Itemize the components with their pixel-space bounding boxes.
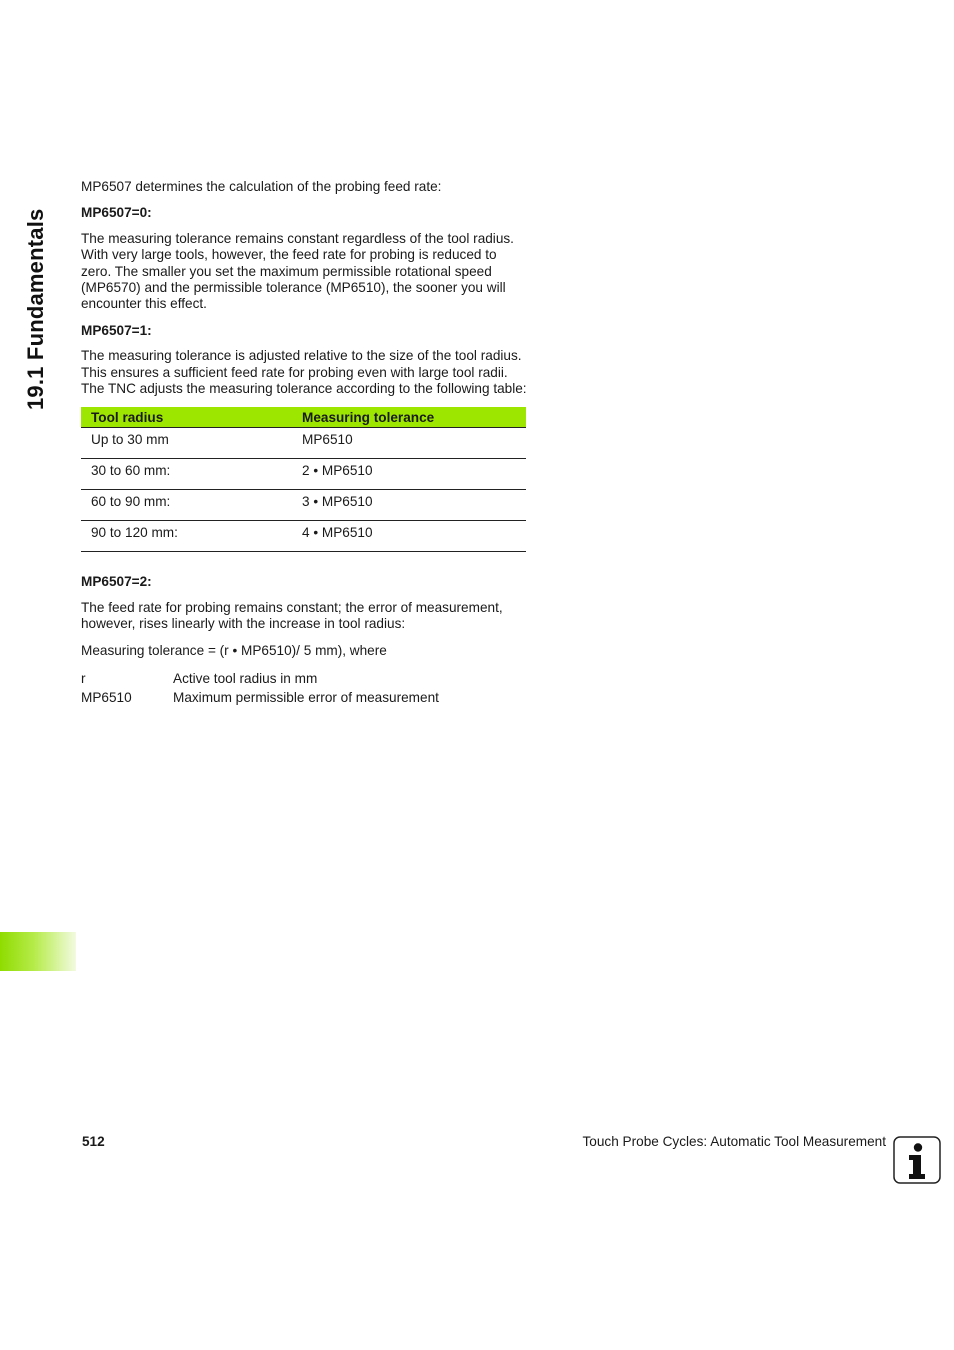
- formula-text: Measuring tolerance = (r • MP6510)/ 5 mm), where: [81, 642, 387, 658]
- definition-row: [81, 690, 527, 709]
- column-header-tool-radius: Tool radius: [81, 407, 292, 428]
- chapter-title: Touch Probe Cycles: Automatic Tool Measurement: [582, 1134, 886, 1149]
- mp6507-0-heading: MP6507=0:: [81, 205, 152, 221]
- table-row: [81, 428, 526, 459]
- definition-description: Maximum permissible error of measurement: [173, 690, 439, 706]
- tolerance-table: [81, 407, 526, 552]
- definition-term: MP6510: [81, 690, 132, 706]
- table-cell: 90 to 120 mm:: [81, 521, 292, 552]
- table-row: [81, 459, 526, 490]
- table-cell: 2 • MP6510: [292, 459, 526, 490]
- page-number: 512: [82, 1134, 105, 1149]
- table-row: [81, 521, 526, 552]
- definition-description: Active tool radius in mm: [173, 671, 318, 687]
- table-cell: 30 to 60 mm:: [81, 459, 292, 490]
- table-cell: 4 • MP6510: [292, 521, 526, 552]
- intro-text: MP6507 determines the calculation of the probing feed rate:: [81, 179, 442, 194]
- chapter-tab-marker: [0, 932, 76, 971]
- mp6507-2-heading: MP6507=2:: [81, 574, 152, 590]
- definition-list: [81, 671, 527, 709]
- table-cell: Up to 30 mm: [81, 428, 292, 459]
- table-cell: MP6510: [292, 428, 526, 459]
- mp6507-1-heading: MP6507=1:: [81, 322, 152, 338]
- main-content: [81, 179, 527, 709]
- table-row: [81, 490, 526, 521]
- definition-term: r: [81, 671, 86, 687]
- info-icon: [893, 1136, 941, 1184]
- section-title: 19.1 Fundamentals: [23, 208, 48, 410]
- mp6507-1-text: The measuring tolerance is adjusted relative to the size of the tool radius. This ensures a sufficient feed rate for probing even with large tool radii. The TNC adjusts the measuring tolerance according to the following table:: [81, 348, 527, 397]
- mp6507-2-text: The feed rate for probing remains constant; the error of measurement, however, rises linearly with the increase in tool radius:: [81, 599, 503, 632]
- definition-row: [81, 671, 527, 690]
- column-header-measuring-tolerance: Measuring tolerance: [292, 407, 526, 428]
- mp6507-0-text: The measuring tolerance remains constant regardless of the tool radius. With very large tools, however, the feed rate for probing is reduced to zero. The smaller you set the maximum permissible rotational speed (MP6570) and the permissible tolerance (MP6510), the sooner you will encounter this effect.: [81, 230, 514, 312]
- table-cell: 3 • MP6510: [292, 490, 526, 521]
- table-cell: 60 to 90 mm:: [81, 490, 292, 521]
- table-header-row: [81, 407, 526, 428]
